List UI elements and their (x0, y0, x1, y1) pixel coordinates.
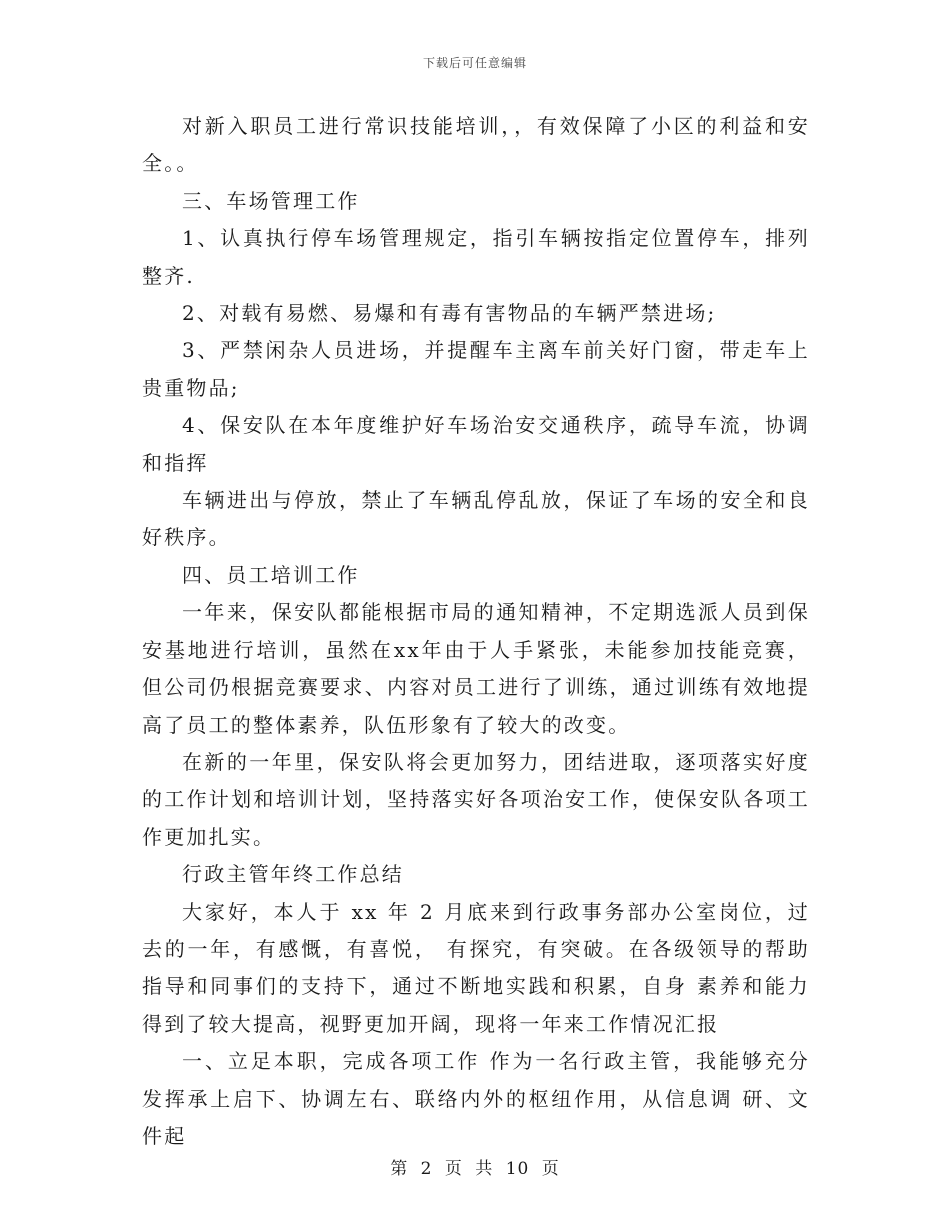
paragraph-training: 一年来，保安队都能根据市局的通知精神，不定期选派人员到保安基地进行培训，虽然在xx年由于人手紧张，未能参加技能竞赛，但公司仍根据竞赛要求、内容对员工进行了训练，通过训练有效地提高了员工的整体素养，队伍形象有了较大的改变。 (142, 600, 810, 737)
paragraph-section-1: 一、立足本职，完成各项工作 作为一名行政主管，我能够充分发挥承上启下、协调左右、联络内外的枢纽作用，从信息调 研、文件起 (142, 1049, 810, 1148)
list-item-1: 1、认真执行停车场管理规定，指引车辆按指定位置停车，排列整齐. (142, 226, 810, 288)
list-item-4: 4、保安队在本年度维护好车场治安交通秩序，疏导车流，协调和指挥 (142, 413, 810, 475)
list-item-3: 3、严禁闲杂人员进场，并提醒车主离车前关好门窗，带走车上贵重物品; (142, 338, 810, 400)
paragraph-new-year: 在新的一年里，保安队将会更加努力，团结进取，逐项落实好度的工作计划和培训计划，坚持落实好各项治安工作，使保安队各项工作更加扎实。 (142, 749, 810, 849)
list-item-2: 2、对载有易燃、易爆和有毒有害物品的车辆严禁进场; (182, 301, 717, 326)
paragraph-continuation: 车辆进出与停放，禁止了车辆乱停乱放，保证了车场的安全和良好秩序。 (142, 488, 810, 550)
document-body (142, 108, 810, 1155)
document-title: 行政主管年终工作总结 (182, 862, 404, 887)
section-heading-3: 三、车场管理工作 (182, 188, 360, 213)
paragraph-intro: 大家好，本人于 xx 年 2 月底来到行政事务部办公室岗位，过去的一年，有感慨，有喜悦， 有探究，有突破。在各级领导的帮助指导和同事们的支持下，通过不断地实践和积累，自身 素养和能力得到了较大提高，视野更加开阔，现将一年来工作情况汇报 (142, 899, 810, 1036)
page-header: 下载后可任意编辑 (422, 56, 527, 70)
paragraph-1: 对新入职员工进行常识技能培训，，有效保障了小区的利益和安全。。 (142, 114, 810, 176)
section-heading-4: 四、员工培训工作 (182, 562, 360, 587)
page-footer: 第 2 页 共 10 页 (390, 1159, 560, 1179)
